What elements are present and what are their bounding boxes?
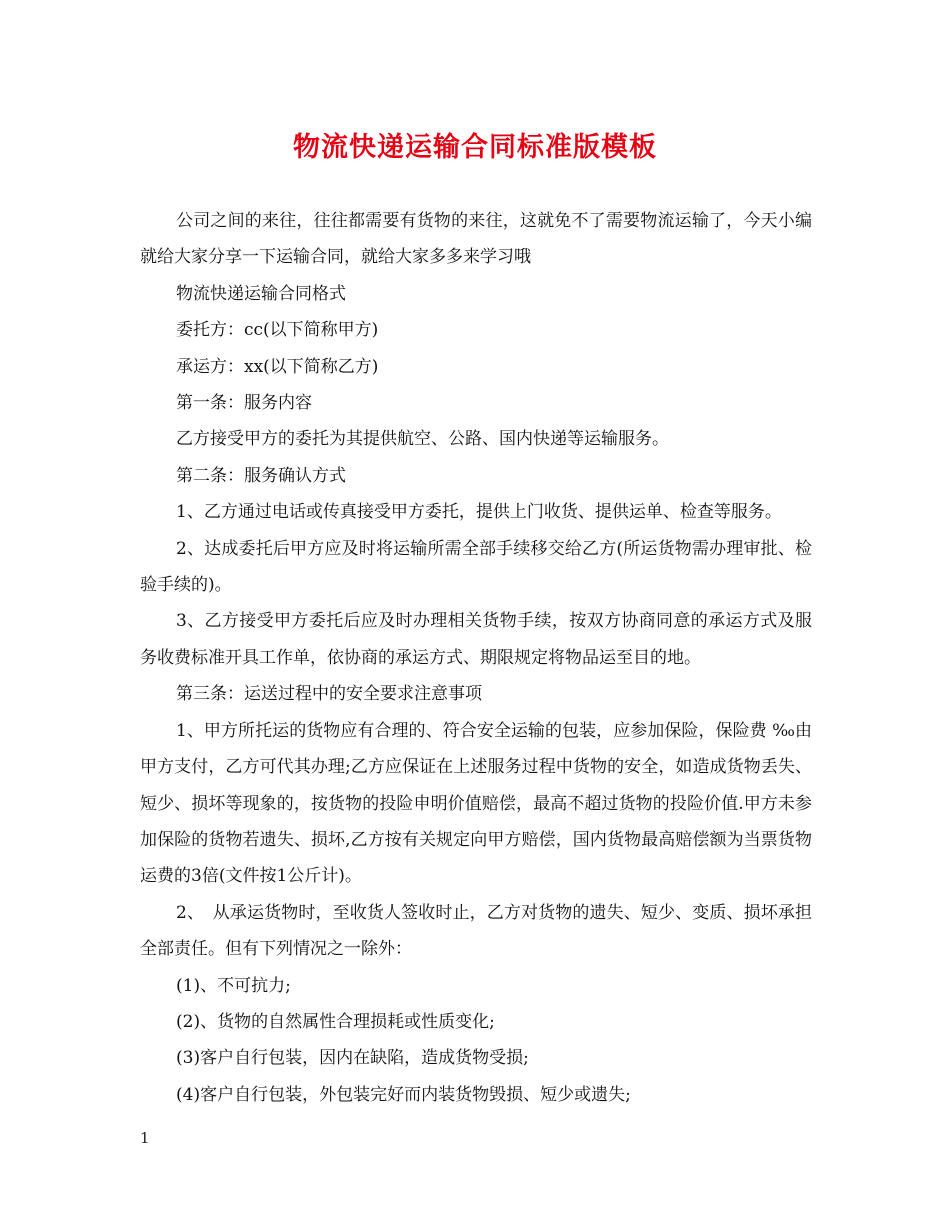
paragraph-article-3-item-2: 2、 从承运货物时，至收货人签收时止，乙方对货物的遗失、短少、变质、损坏承担全部责任。但有下列情况之一除外： (140, 902, 812, 960)
paragraph-exception-1: (1)、不可抗力; (176, 975, 291, 996)
document-body (140, 203, 812, 1113)
paragraph-article-1-body: 乙方接受甲方的委托为其提供航空、公路、国内快递等运输服务。 (176, 429, 669, 450)
paragraph-exception-2: (2)、货物的自然属性合理损耗或性质变化; (176, 1011, 495, 1032)
paragraph-heading-format: 物流快递运输合同格式 (176, 283, 346, 304)
paragraph-article-3-item-1: 1、甲方所托运的货物应有合理的、符合安全运输的包装，应参加保险，保险费 ‰由甲方支付，乙方可代其办理;乙方应保证在上述服务过程中货物的安全，如造成货物丢失、短少、损坏等现象的，按货物的投险申明价值赔偿，最高不超过货物的投险价值.甲方未参加保险的货物若遗失、损坏,乙方按有关规定向甲方赔偿，国内货物最高赔偿额为当票货物运费的3倍(文件按1公斤计)。 (140, 720, 812, 887)
paragraph-article-2-item-1: 1、乙方通过电话或传真接受甲方委托，提供上门收货、提供运单、检查等服务。 (176, 502, 782, 523)
paragraph-article-2-item-2: 2、达成委托后甲方应及时将运输所需全部手续移交给乙方(所运货物需办理审批、检验手续的)。 (140, 538, 812, 596)
page-number: 1 (140, 1129, 150, 1147)
paragraph-article-2-heading: 第二条：服务确认方式 (176, 465, 346, 486)
paragraph-article-2-item-3: 3、乙方接受甲方委托后应及时办理相关货物手续，按双方协商同意的承运方式及服务收费标准开具工作单，依协商的承运方式、期限规定将物品运至目的地。 (140, 611, 812, 668)
paragraph-client: 委托方：cc(以下简称甲方) (176, 320, 379, 341)
paragraph-intro: 公司之间的来往，往往都需要有货物的来往，这就免不了需要物流运输了，今天小编就给大家分享一下运输合同，就给大家多多来学习哦 (140, 211, 812, 268)
paragraph-article-3-heading: 第三条：运送过程中的安全要求注意事项 (176, 684, 482, 705)
paragraph-exception-4: (4)客户自行包装，外包装完好而内装货物毁损、短少或遗失; (176, 1084, 631, 1105)
paragraph-carrier: 承运方：xx(以下简称乙方) (176, 356, 379, 377)
document-title: 物流快递运输合同标准版模板 (293, 132, 657, 163)
paragraph-exception-3: (3)客户自行包装，因内在缺陷，造成货物受损; (176, 1048, 529, 1069)
paragraph-article-1-heading: 第一条：服务内容 (176, 393, 312, 414)
